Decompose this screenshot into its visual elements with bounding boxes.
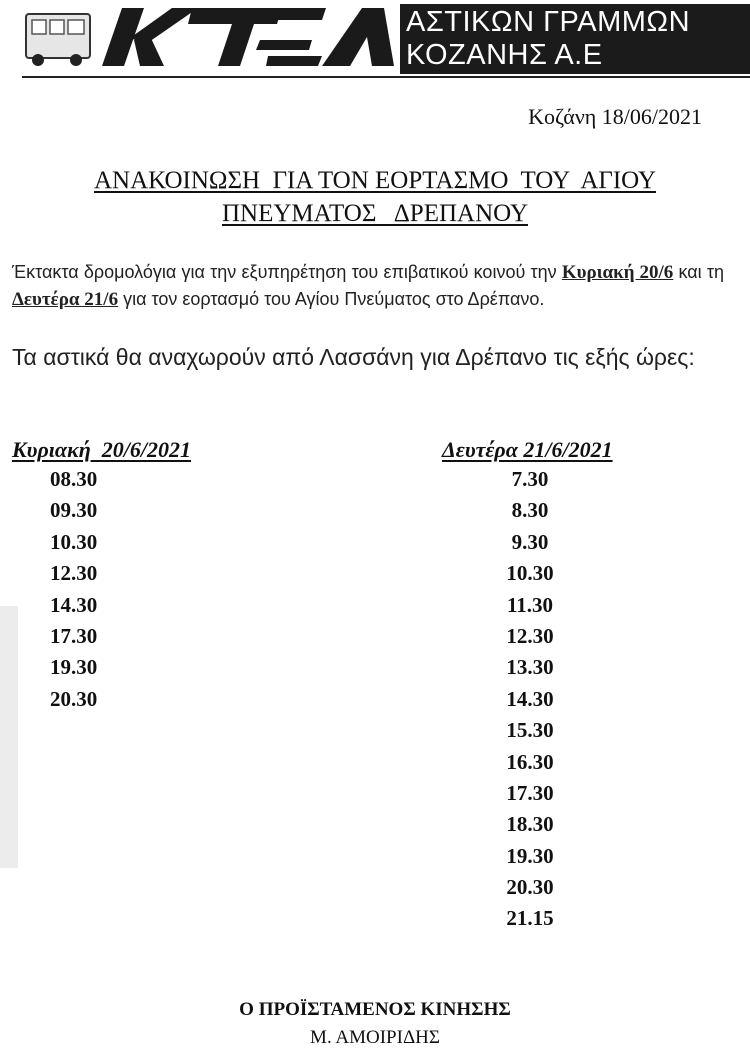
letterhead [22, 0, 750, 78]
date-line: Κοζάνη 18/06/2021 [528, 104, 702, 129]
monday-time: 13.30 [506, 655, 554, 680]
monday-time: 20.30 [506, 875, 554, 900]
announcement-text-start: Έκτακτα δρομολόγια για την εξυπηρέτηση του επιβατικού κοινού την [12, 262, 562, 282]
announcement-paragraph [12, 259, 724, 313]
monday-time: 14.30 [506, 686, 554, 711]
signature-name: Μ. ΑΜΟΙΡΙΔΗΣ [310, 1027, 440, 1048]
scan-edge [0, 606, 18, 868]
signature-role: Ο ΠΡΟΪΣΤΑΜΕΝΟΣ ΚΙΝΗΣΗΣ [239, 999, 511, 1020]
monday-date-ref: Δευτέρα 21/6 [12, 289, 119, 310]
monday-time: 16.30 [506, 749, 554, 774]
announcement-text-mid: και τη [673, 262, 724, 282]
monday-time: 18.30 [506, 812, 554, 837]
title-line-1: ΑΝΑΚΟΙΝΩΣΗ ΓΙΑ ΤΟΝ ΕΟΡΤΑΣΜΟ ΤΟΥ ΑΓΙΟΥ [93, 167, 657, 194]
sunday-time: 08.30 [50, 467, 98, 491]
signature-block [0, 996, 750, 1052]
sunday-time: 09.30 [50, 498, 98, 523]
company-name [400, 4, 750, 74]
company-line-1: ΑΣΤΙΚΩΝ ΓΡΑΜΜΩΝ [406, 6, 691, 38]
departure-info: Τα αστικά θα αναχωρούν από Λασσάνη για Δρέπανο τις εξής ώρες: [12, 344, 695, 370]
ktel-logo [22, 0, 394, 76]
sunday-time: 17.30 [50, 623, 98, 648]
monday-time: 12.30 [506, 623, 554, 648]
monday-time: 21.15 [506, 906, 554, 931]
sunday-time: 19.30 [50, 655, 98, 680]
title-line-2: ΠΝΕΥΜΑΤΟΣ ΔΡΕΠΑΝΟΥ [221, 200, 529, 227]
monday-time: 15.30 [506, 718, 554, 743]
monday-times-list [440, 464, 620, 935]
ktel-lettering [102, 8, 394, 66]
bus-icon [26, 14, 90, 66]
company-line-2: ΚΟΖΑΝΗΣ Α.Ε [406, 39, 603, 71]
announcement-title [0, 164, 750, 230]
monday-time: 9.30 [511, 529, 549, 554]
monday-time: 19.30 [506, 843, 554, 868]
sunday-time: 14.30 [50, 592, 98, 617]
sunday-times-list [50, 464, 97, 715]
announcement-text-end: για τον εορτασμό του Αγίου Πνεύματος στο Δρέπανο. [118, 289, 545, 309]
sunday-time: 12.30 [50, 561, 98, 586]
monday-time: 11.30 [506, 592, 554, 617]
monday-heading: Δευτέρα 21/6/2021 [442, 437, 613, 462]
monday-time: 17.30 [506, 780, 554, 805]
sunday-heading: Κυριακή 20/6/2021 [12, 437, 192, 462]
sunday-date-ref: Κυριακή 20/6 [561, 262, 674, 283]
header-divider [22, 76, 750, 78]
monday-time: 10.30 [506, 561, 554, 586]
sunday-time: 20.30 [50, 686, 98, 711]
monday-time: 7.30 [511, 467, 549, 491]
sunday-time: 10.30 [50, 529, 98, 554]
monday-time: 8.30 [511, 498, 549, 523]
